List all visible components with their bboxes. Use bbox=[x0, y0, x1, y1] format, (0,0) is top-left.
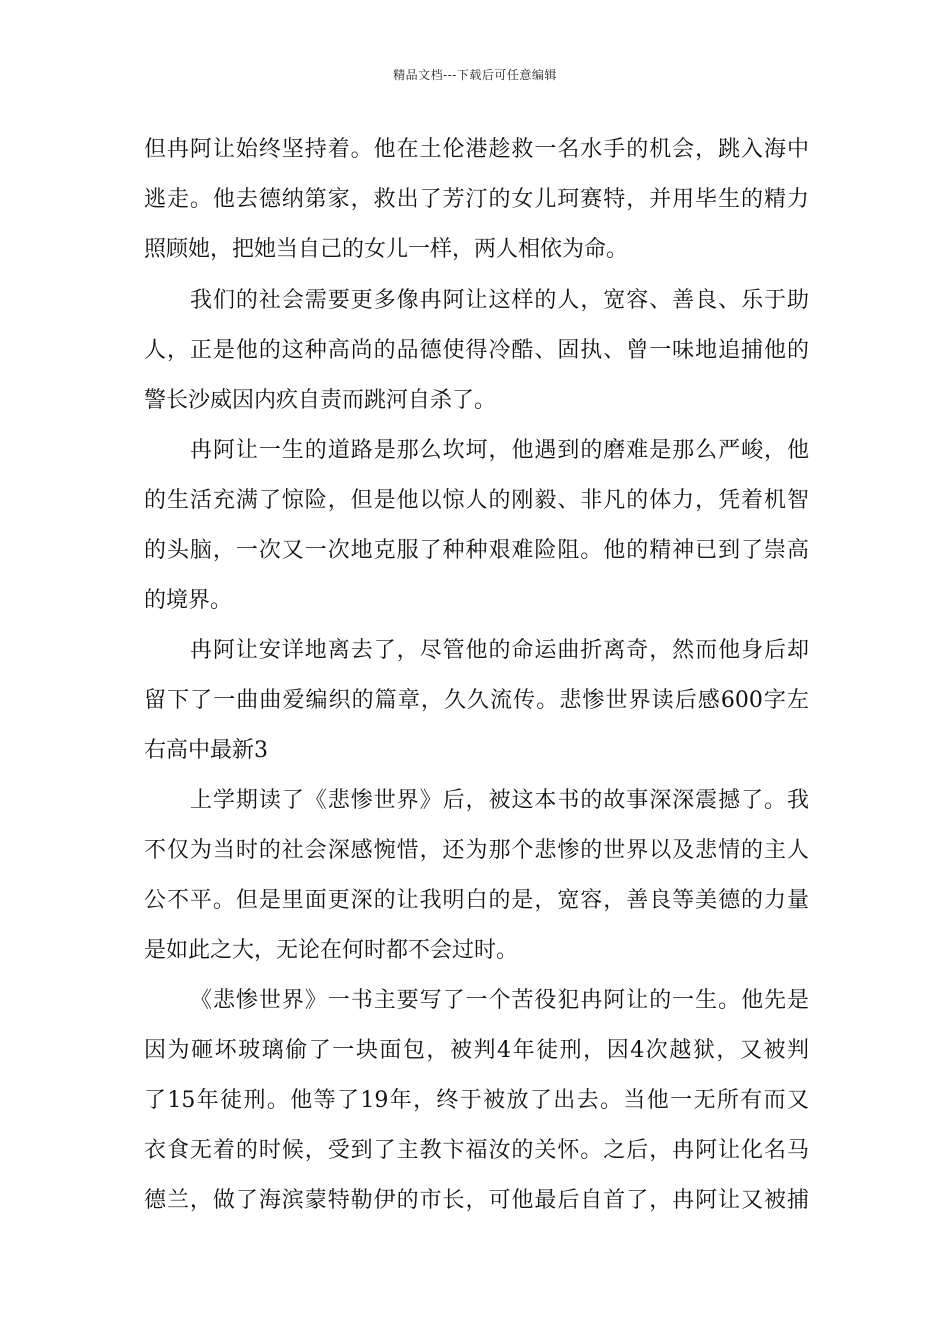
text-line: 我们的社会需要更多像冉阿让这样的人，宽容、善良、乐于助 bbox=[190, 288, 809, 313]
text-line: 右高中最新3 bbox=[144, 738, 268, 763]
text-line: 不仅为当时的社会深感惋惜，还为那个悲惨的世界以及悲情的主人 bbox=[144, 838, 809, 863]
text-line: 的生活充满了惊险，但是他以惊人的刚毅、非凡的体力，凭着机智 bbox=[144, 488, 809, 513]
text-line: 了15年徒刑。他等了19年，终于被放了出去。当他一无所有而又 bbox=[144, 1088, 809, 1113]
page-header: 精品文档---下载后可任意编辑 bbox=[393, 68, 557, 82]
text-line: 公不平。但是里面更深的让我明白的是，宽容，善良等美德的力量 bbox=[144, 888, 809, 913]
text-line: 的境界。 bbox=[144, 588, 233, 613]
text-line: 因为砸坏玻璃偷了一块面包，被判4年徒刑，因4次越狱，又被判 bbox=[144, 1038, 809, 1063]
text-line: 逃走。他去德纳第家，救出了芳汀的女儿珂赛特，并用毕生的精力 bbox=[144, 187, 809, 212]
text-line: 冉阿让一生的道路是那么坎坷，他遇到的磨难是那么严峻，他 bbox=[190, 438, 809, 463]
text-line: 是如此之大，无论在何时都不会过时。 bbox=[144, 938, 519, 963]
text-line: 德兰，做了海滨蒙特勒伊的市长，可他最后自首了，冉阿让又被捕 bbox=[144, 1188, 809, 1213]
text-line: 照顾她，把她当自己的女儿一样，两人相依为命。 bbox=[144, 237, 629, 262]
text-line: 上学期读了《悲惨世界》后，被这本书的故事深深震撼了。我 bbox=[190, 788, 809, 813]
text-line: 冉阿让安详地离去了，尽管他的命运曲折离奇，然而他身后却 bbox=[190, 638, 809, 663]
text-line: 人，正是他的这种高尚的品德使得冷酷、固执、曾一味地追捕他的 bbox=[144, 338, 809, 363]
text-line: 衣食无着的时候，受到了主教卞福汝的关怀。之后，冉阿让化名马 bbox=[144, 1138, 809, 1163]
text-line: 警长沙威因内疚自责而跳河自杀了。 bbox=[144, 388, 497, 413]
text-line: 但冉阿让始终坚持着。他在土伦港趁救一名水手的机会，跳入海中 bbox=[144, 137, 809, 162]
text-line: 《悲惨世界》一书主要写了一个苦役犯冉阿让的一生。他先是 bbox=[190, 988, 809, 1013]
text-line: 留下了一曲曲爱编织的篇章，久久流传。悲惨世界读后感600字左 bbox=[144, 688, 809, 713]
text-line: 的头脑，一次又一次地克服了种种艰难险阻。他的精神已到了崇高 bbox=[144, 538, 809, 563]
